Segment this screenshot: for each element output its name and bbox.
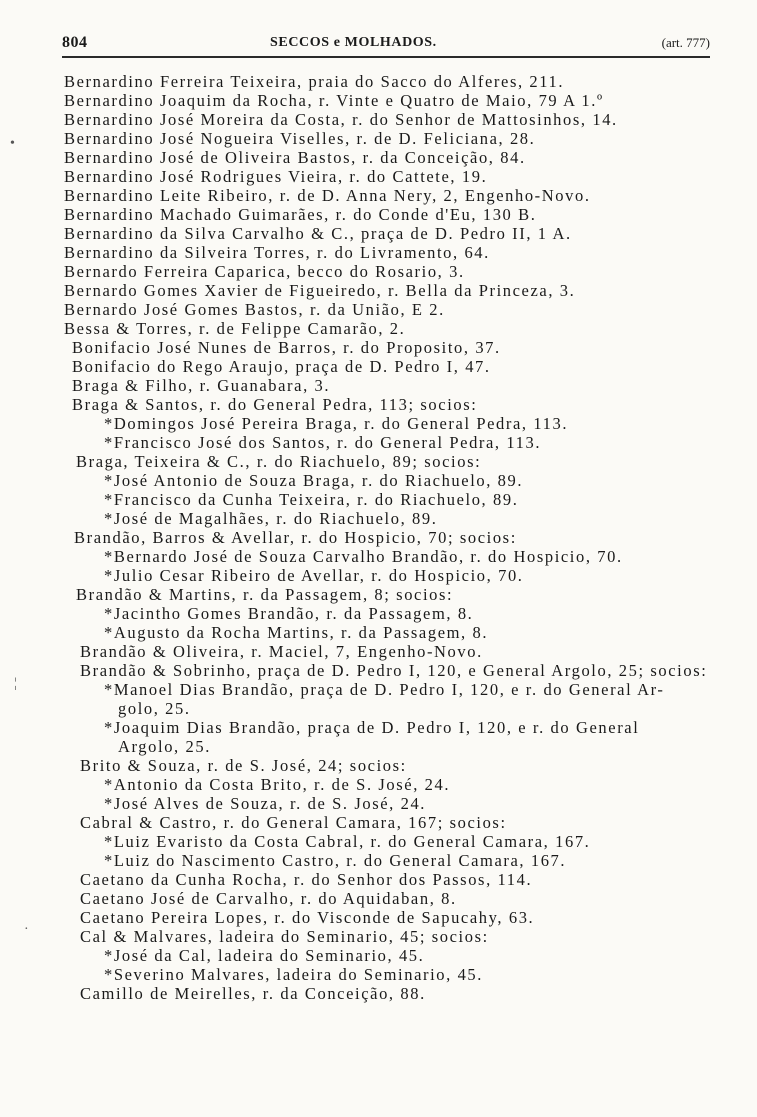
entry-line: Brito & Souza, r. de S. José, 24; socios: bbox=[80, 756, 407, 775]
entry-line: Bernardino José Rodrigues Vieira, r. do Cattete, 19. bbox=[64, 167, 488, 186]
entry-line: Caetano José de Carvalho, r. do Aquidaban, 8. bbox=[80, 889, 457, 908]
entry-line: Bernardo José Gomes Bastos, r. da União, E 2. bbox=[64, 300, 445, 319]
entry-line: Caetano Pereira Lopes, r. do Visconde de Sapucahy, 63. bbox=[80, 908, 535, 927]
entry-line: Bernardino da Silva Carvalho & C., praça de D. Pedro II, 1 A. bbox=[64, 224, 572, 243]
entry-line: Braga & Filho, r. Guanabara, 3. bbox=[72, 376, 331, 395]
entry-line: Bonifacio do Rego Araujo, praça de D. Pedro I, 47. bbox=[72, 357, 491, 376]
margin-speck: ¦ bbox=[14, 676, 17, 691]
partner-line: *Domingos José Pereira Braga, r. do General Pedra, 113. bbox=[104, 414, 569, 433]
partner-line: *Manoel Dias Brandão, praça de D. Pedro I, 120, e r. do General Ar- bbox=[104, 680, 665, 699]
partner-line: *Luiz Evaristo da Costa Cabral, r. do General Camara, 167. bbox=[104, 832, 591, 851]
entry-line: Bernardino José de Oliveira Bastos, r. da Conceição, 84. bbox=[64, 148, 526, 167]
margin-speck: · bbox=[24, 922, 29, 937]
page-number: 804 bbox=[62, 34, 88, 51]
entry-line: Bernardino Joaquim da Rocha, r. Vinte e Quatro de Maio, 79 A 1.º bbox=[64, 91, 604, 110]
partner-line: *José da Cal, ladeira do Seminario, 45. bbox=[104, 946, 425, 965]
entry-line: Camillo de Meirelles, r. da Conceição, 88. bbox=[80, 984, 426, 1003]
partner-line-continued: Argolo, 25. bbox=[118, 737, 211, 756]
partner-line: *Augusto da Rocha Martins, r. da Passagem, 8. bbox=[104, 623, 489, 642]
entry-line: Braga, Teixeira & C., r. do Riachuelo, 89; socios: bbox=[76, 452, 482, 471]
entry-line: Bonifacio José Nunes de Barros, r. do Proposito, 37. bbox=[72, 338, 501, 357]
entry-line: Bernardo Gomes Xavier de Figueiredo, r. Bella da Princeza, 3. bbox=[64, 281, 576, 300]
running-title: SECCOS e MOLHADOS. bbox=[270, 35, 437, 50]
header-rule bbox=[62, 56, 710, 58]
entry-line: Braga & Santos, r. do General Pedra, 113; socios: bbox=[72, 395, 478, 414]
entry-line: Brandão, Barros & Avellar, r. do Hospicio, 70; socios: bbox=[74, 528, 517, 547]
entry-line: Bernardino Ferreira Teixeira, praia do Sacco do Alferes, 211. bbox=[64, 72, 565, 91]
partner-line: *Luiz do Nascimento Castro, r. do General Camara, 167. bbox=[104, 851, 567, 870]
article-reference: (art. 777) bbox=[661, 35, 710, 50]
entry-line: Brandão & Oliveira, r. Maciel, 7, Engenho-Novo. bbox=[80, 642, 483, 661]
entry-line: Bernardino José Nogueira Viselles, r. de D. Feliciana, 28. bbox=[64, 129, 536, 148]
partner-line: *Julio Cesar Ribeiro de Avellar, r. do Hospicio, 70. bbox=[104, 566, 524, 585]
partner-line: *José Antonio de Souza Braga, r. do Riachuelo, 89. bbox=[104, 471, 524, 490]
entry-line: Brandão & Sobrinho, praça de D. Pedro I, 120, e General Argolo, 25; socios: bbox=[80, 661, 708, 680]
partner-line: *Francisco José dos Santos, r. do General Pedra, 113. bbox=[104, 433, 542, 452]
entry-line: Bernardino Machado Guimarães, r. do Conde d'Eu, 130 B. bbox=[64, 205, 537, 224]
partner-line: *Francisco da Cunha Teixeira, r. do Riachuelo, 89. bbox=[104, 490, 519, 509]
partner-line-continued: golo, 25. bbox=[118, 699, 191, 718]
entry-line: Bernardo Ferreira Caparica, becco do Rosario, 3. bbox=[64, 262, 465, 281]
entry-line: Cabral & Castro, r. do General Camara, 167; socios: bbox=[80, 813, 507, 832]
margin-speck: • bbox=[10, 136, 15, 151]
entry-line: Caetano da Cunha Rocha, r. do Senhor dos Passos, 114. bbox=[80, 870, 533, 889]
entry-line: Bernardino da Silveira Torres, r. do Livramento, 64. bbox=[64, 243, 490, 262]
partner-line: *José Alves de Souza, r. de S. José, 24. bbox=[104, 794, 427, 813]
entry-line: Bessa & Torres, r. de Felippe Camarão, 2. bbox=[64, 319, 406, 338]
entry-line: Bernardino José Moreira da Costa, r. do Senhor de Mattosinhos, 14. bbox=[64, 110, 618, 129]
page-header bbox=[62, 34, 710, 56]
partner-line: *José de Magalhães, r. do Riachuelo, 89. bbox=[104, 509, 438, 528]
partner-line: *Antonio da Costa Brito, r. de S. José, 24. bbox=[104, 775, 451, 794]
entry-line: Bernardino Leite Ribeiro, r. de D. Anna Nery, 2, Engenho-Novo. bbox=[64, 186, 591, 205]
partner-line: *Jacintho Gomes Brandão, r. da Passagem, 8. bbox=[104, 604, 474, 623]
partner-line: *Joaquim Dias Brandão, praça de D. Pedro I, 120, e r. do General bbox=[104, 718, 640, 737]
entry-line: Brandão & Martins, r. da Passagem, 8; socios: bbox=[76, 585, 454, 604]
entry-line: Cal & Malvares, ladeira do Seminario, 45; socios: bbox=[80, 927, 489, 946]
partner-line: *Severino Malvares, ladeira do Seminario, 45. bbox=[104, 965, 483, 984]
partner-line: *Bernardo José de Souza Carvalho Brandão, r. do Hospicio, 70. bbox=[104, 547, 623, 566]
